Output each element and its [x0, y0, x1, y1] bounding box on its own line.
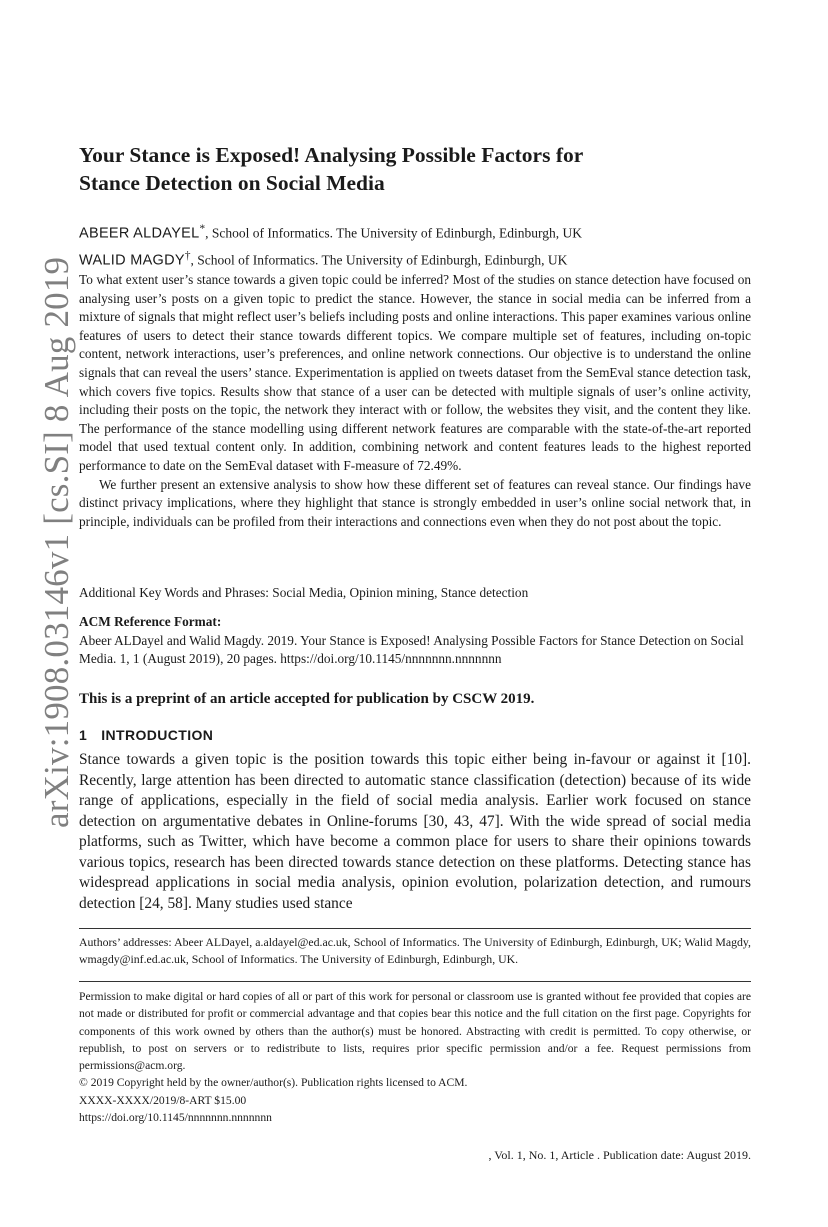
abstract	[79, 271, 751, 531]
permission-divider	[79, 981, 751, 982]
doi-line: https://doi.org/10.1145/nnnnnnn.nnnnnnn	[79, 1111, 272, 1125]
abstract-paragraph: To what extent user’s stance towards a given topic could be inferred? Most of the studies on stance detection have focused on analysing user’s posts on a given topic to predict the stance. However, the stance in social media can be inferred from a mixture of signals that might reflect user’s beliefs including posts and online interactions. This paper examines various online features of users to detect their stance towards different topics. We compare multiple set of features, including on-topic content, network interactions, user’s preferences, and online network connections. Our objective is to understand the online signals that can reveal the users’ stance. Experimentation is applied on tweets dataset from the SemEval stance detection task, which covers five topics. Results show that stance of a user can be detected with multiple signals of user’s online activity, including their posts on the topic, the network they interact with or follow, the websites they visit, and the content they like. The performance of the stance modelling using different network features are comparable with the state-of-the-art reported model that used textual content only. In addition, combining network and content features leads to the highest reported performance to date on the SemEval dataset with F-measure of 72.49%.	[79, 272, 751, 473]
title-line-1: Your Stance is Exposed! Analysing Possible Factors for	[79, 143, 584, 167]
section-heading	[79, 725, 751, 745]
section-title: INTRODUCTION	[101, 727, 214, 743]
acm-reference-text: Abeer ALDayel and Walid Magdy. 2019. Your Stance is Exposed! Analysing Possible Factors for Stance Detection on Social Media. 1, 1 (August 2019), 20 pages. https://doi.org/10.1145/nnnnnnn.nnnnnnn	[79, 632, 744, 667]
abstract-paragraph: We further present an extensive analysis to show how these different set of features can reveal stance. Our findings have distinct privacy implications, where they highlight that stance is strongly embedded in user’s online social network that, in principle, individuals can be profiled from their interactions and connections even when they do not post about the topic.	[79, 476, 751, 529]
author-affiliation: , School of Informatics. The University of Edinburgh, Edinburgh, UK	[205, 225, 582, 241]
permission-block	[79, 988, 751, 1126]
page-footer: , Vol. 1, No. 1, Article . Publication date: August 2019.	[488, 1148, 751, 1162]
arxiv-stamp-text: arXiv:1908.03146v1 [cs.SI] 8 Aug 2019	[37, 256, 76, 828]
keywords: Additional Key Words and Phrases: Social Media, Opinion mining, Stance detection	[79, 585, 529, 600]
author-list	[79, 218, 751, 271]
title-line-2: Stance Detection on Social Media	[79, 171, 385, 195]
author-name: WALID MAGDY	[79, 252, 185, 268]
permission-text: Permission to make digital or hard copies of all or part of this work for personal or classroom use is granted without fee provided that copies are not made or distributed for profit or commercial advantage and that copies bear this notice and the full citation on the first page. Copyrights for components of this work owned by others than the author(s) must be honored. Abstracting with credit is permitted. To copy otherwise, or republish, to post on servers or to redistribute to lists, requires prior specific permission and/or a fee. Request permissions from permissions@acm.org.	[79, 990, 751, 1073]
author-name: ABEER ALDAYEL	[79, 225, 200, 242]
acm-reference	[79, 613, 751, 669]
footnote-divider	[79, 928, 751, 929]
preprint-note: This is a preprint of an article accepted for publication by CSCW 2019.	[79, 691, 535, 707]
acm-reference-heading: ACM Reference Format:	[79, 614, 222, 629]
intro-paragraph: Stance towards a given topic is the position towards this topic either being in-favour or against it [10]. Recently, large attention has been directed to automatic stance classification (detection) because of its wide range of applications, especially in the field of social media analysis. Earlier work focused on stance detection on argumentative debates in Online-forums [30, 43, 47]. With the wide spread of social media platforms, such as Twitter, which have become a common place for users to share their opinions towards various topics, research has been directed towards stance detection on these platforms. Detecting stance has widespread applications in social media analysis, opinion evolution, polarization detection, and rumours detection [24, 58]. Many studies used stance	[79, 751, 751, 912]
author-mark: †	[184, 249, 191, 262]
author-1	[79, 218, 751, 245]
author-mark: *	[199, 223, 206, 235]
arxiv-stamp	[14, 256, 76, 828]
author-2	[79, 245, 751, 272]
author-affiliation: , School of Informatics. The University of Edinburgh, Edinburgh, UK	[190, 252, 568, 267]
section-number: 1	[79, 727, 88, 743]
paper-title	[79, 141, 751, 197]
isbn-line: XXXX-XXXX/2019/8-ART $15.00	[79, 1093, 247, 1107]
copyright-line: © 2019 Copyright held by the owner/author(s). Publication rights licensed to ACM.	[79, 1076, 468, 1090]
authors-addresses: Authors’ addresses: Abeer ALDayel, a.aldayel@ed.ac.uk, School of Informatics. The University of Edinburgh, Edinburgh, UK; Walid Magdy, wmagdy@inf.ed.ac.uk, School of Informatics. The University of Edinburgh, Edinburgh, UK.	[79, 935, 751, 966]
